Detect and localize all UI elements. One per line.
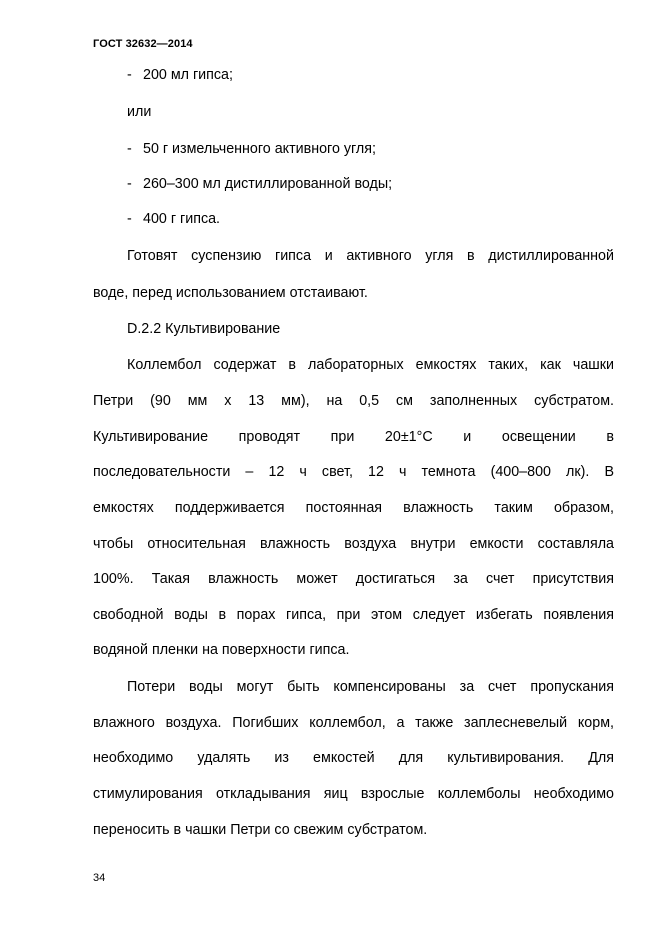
paragraph-line: необходимо удалять из емкостей для культивирования. Для [93,750,614,766]
list-dash: - [127,67,132,83]
paragraph-line: стимулирования откладывания яиц взрослые коллемболы необходимо [93,786,614,802]
document-header: ГОСТ 32632—2014 [93,38,193,50]
paragraph-line: водяной пленки на поверхности гипса. [93,642,350,658]
paragraph-line: переносить в чашки Петри со свежим субстратом. [93,822,428,838]
or-word: или [127,104,152,120]
paragraph-line: чтобы относительная влажность воздуха внутри емкости составляла [93,536,614,552]
list-dash: - [127,176,132,192]
paragraph-line: Культивирование проводят при 20±1°C и освещении в [93,429,614,445]
paragraph-line: Потери воды могут быть компенсированы за счет пропускания [127,679,614,695]
list-item [127,66,233,84]
page-number: 34 [93,872,106,884]
paragraph-line: свободной воды в порах гипса, при этом следует избегать появления [93,607,614,623]
list-item-text: 260–300 мл дистиллированной воды; [143,176,393,192]
list-item-text: 50 г измельченного активного угля; [143,141,376,157]
paragraph-line: емкостях поддерживается постоянная влажность таким образом, [93,500,614,516]
list-dash: - [127,141,132,157]
section-heading: D.2.2 Культивирование [127,321,281,337]
list-dash: - [127,211,132,227]
list-item-text: 200 мл гипса; [143,67,233,83]
list-item [127,140,376,158]
paragraph-line: Петри (90 мм x 13 мм), на 0,5 см заполненных субстратом. [93,393,614,409]
paragraph-line: последовательности – 12 ч свет, 12 ч темнота (400–800 лк). В [93,464,614,480]
list-item-text: 400 г гипса. [143,211,221,227]
paragraph-line: 100%. Такая влажность может достигаться за счет присутствия [93,571,614,587]
list-item [127,175,392,193]
list-item [127,210,220,228]
paragraph-line: влажного воздуха. Погибших коллембол, а также заплесневелый корм, [93,715,614,731]
paragraph-line: Коллембол содержат в лабораторных емкостях таких, как чашки [127,357,614,373]
paragraph-line: воде, перед использованием отстаивают. [93,285,368,301]
paragraph-line: Готовят суспензию гипса и активного угля в дистиллированной [127,248,614,264]
